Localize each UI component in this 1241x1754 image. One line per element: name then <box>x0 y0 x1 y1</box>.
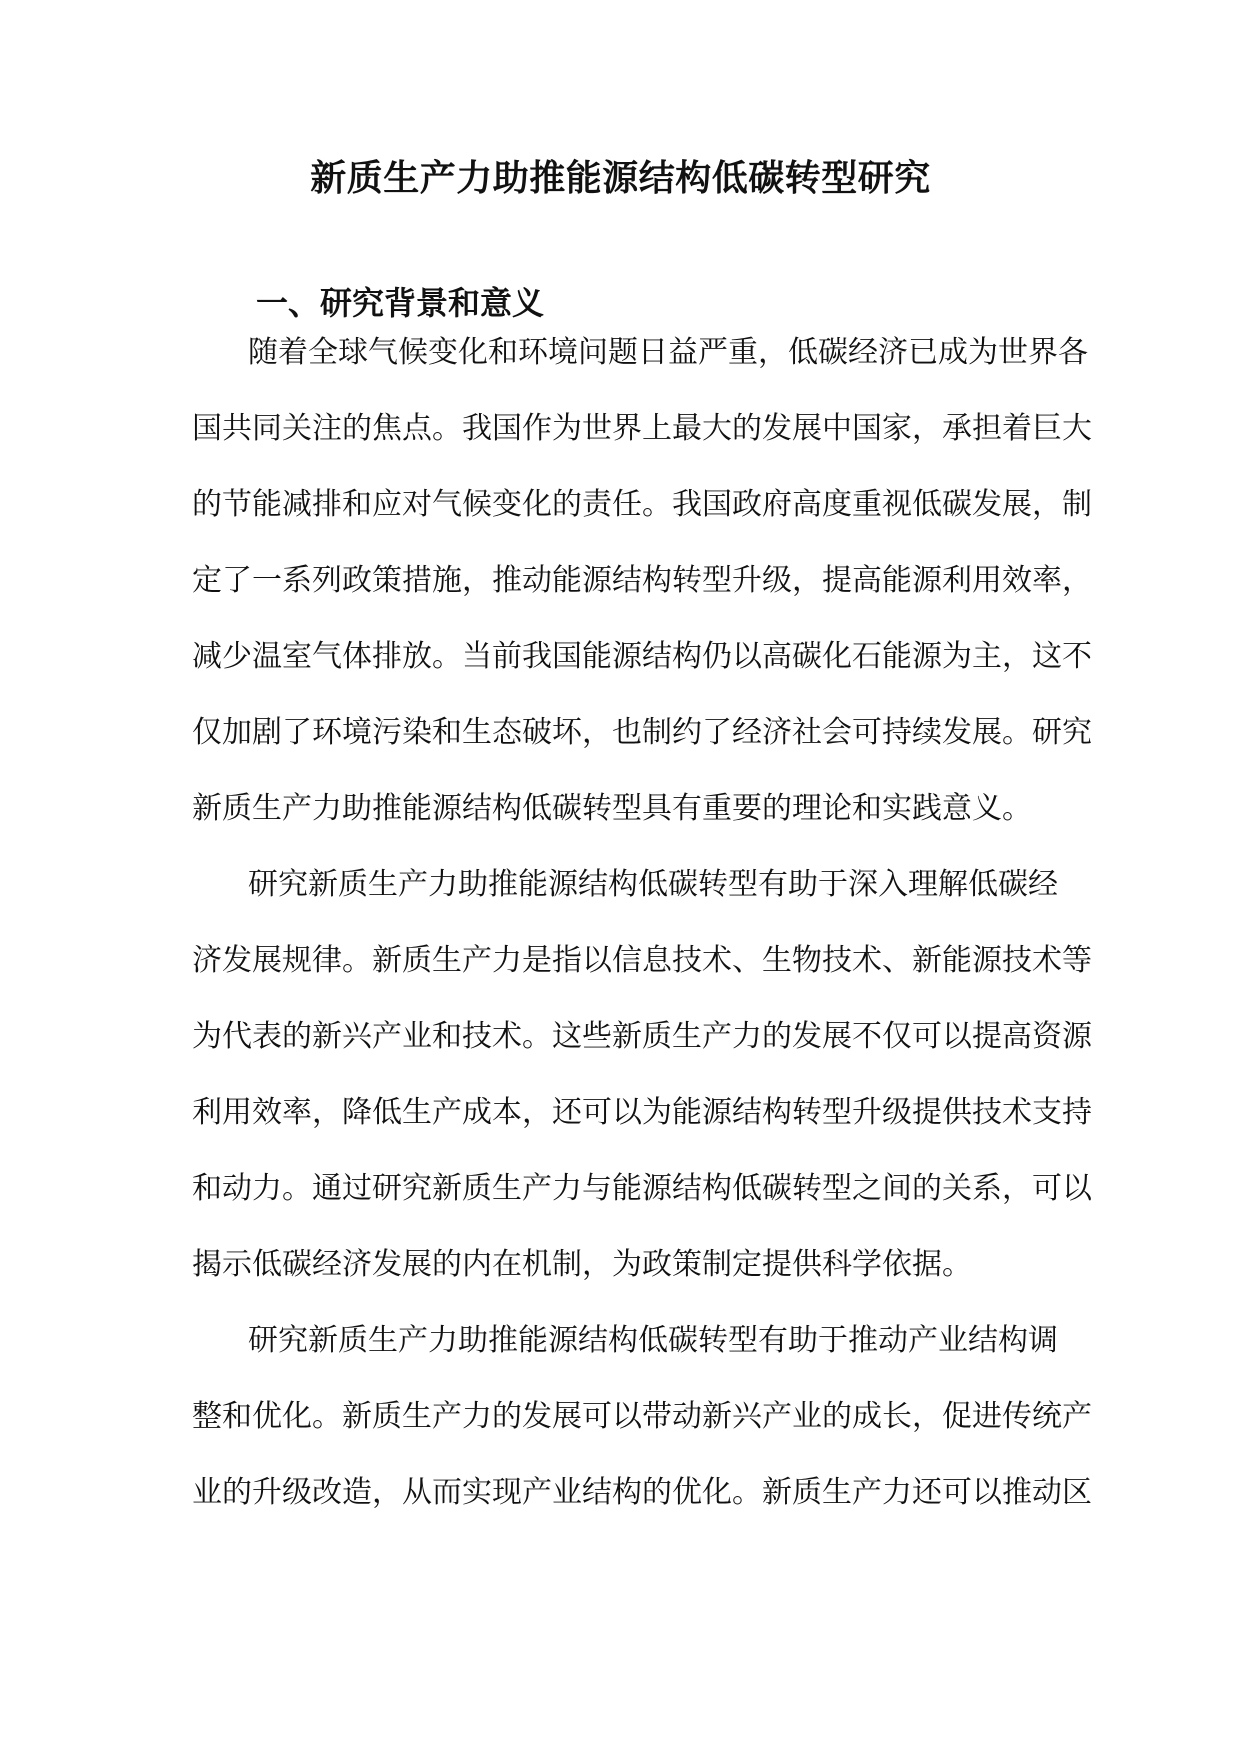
paragraph-2-line: 和动力。通过研究新质生产力与能源结构低碳转型之间的关系，可以 <box>192 1171 1092 1206</box>
document-title: 新质生产力助推能源结构低碳转型研究 <box>310 157 931 199</box>
paragraph-1-line: 国共同关注的焦点。我国作为世界上最大的发展中国家，承担着巨大 <box>192 411 1092 446</box>
paragraph-1-line: 仅加剧了环境污染和生态破坏，也制约了经济社会可持续发展。研究 <box>192 715 1092 750</box>
paragraph-2-line: 研究新质生产力助推能源结构低碳转型有助于深入理解低碳经 <box>248 867 1058 902</box>
paragraph-2-line: 利用效率，降低生产成本，还可以为能源结构转型升级提供技术支持 <box>192 1095 1092 1130</box>
paragraph-2-line: 为代表的新兴产业和技术。这些新质生产力的发展不仅可以提高资源 <box>192 1019 1092 1054</box>
paragraph-1-line: 定了一系列政策措施，推动能源结构转型升级，提高能源利用效率， <box>192 563 1092 598</box>
paragraph-1-line: 减少温室气体排放。当前我国能源结构仍以高碳化石能源为主，这不 <box>192 639 1092 674</box>
paragraph-1-line: 随着全球气候变化和环境问题日益严重，低碳经济已成为世界各 <box>248 335 1088 370</box>
paragraph-3-line: 整和优化。新质生产力的发展可以带动新兴产业的成长，促进传统产 <box>192 1399 1092 1434</box>
paragraph-1-line: 新质生产力助推能源结构低碳转型具有重要的理论和实践意义。 <box>192 791 1032 826</box>
paragraph-3-line: 研究新质生产力助推能源结构低碳转型有助于推动产业结构调 <box>248 1323 1058 1358</box>
paragraph-2-line: 济发展规律。新质生产力是指以信息技术、生物技术、新能源技术等 <box>192 943 1092 978</box>
paragraph-2-line: 揭示低碳经济发展的内在机制，为政策制定提供科学依据。 <box>192 1247 972 1282</box>
paragraph-1-line: 的节能减排和应对气候变化的责任。我国政府高度重视低碳发展，制 <box>192 487 1092 522</box>
section-heading: 一、研究背景和意义 <box>256 284 545 322</box>
paragraph-3-line: 业的升级改造，从而实现产业结构的优化。新质生产力还可以推动区 <box>192 1475 1092 1510</box>
